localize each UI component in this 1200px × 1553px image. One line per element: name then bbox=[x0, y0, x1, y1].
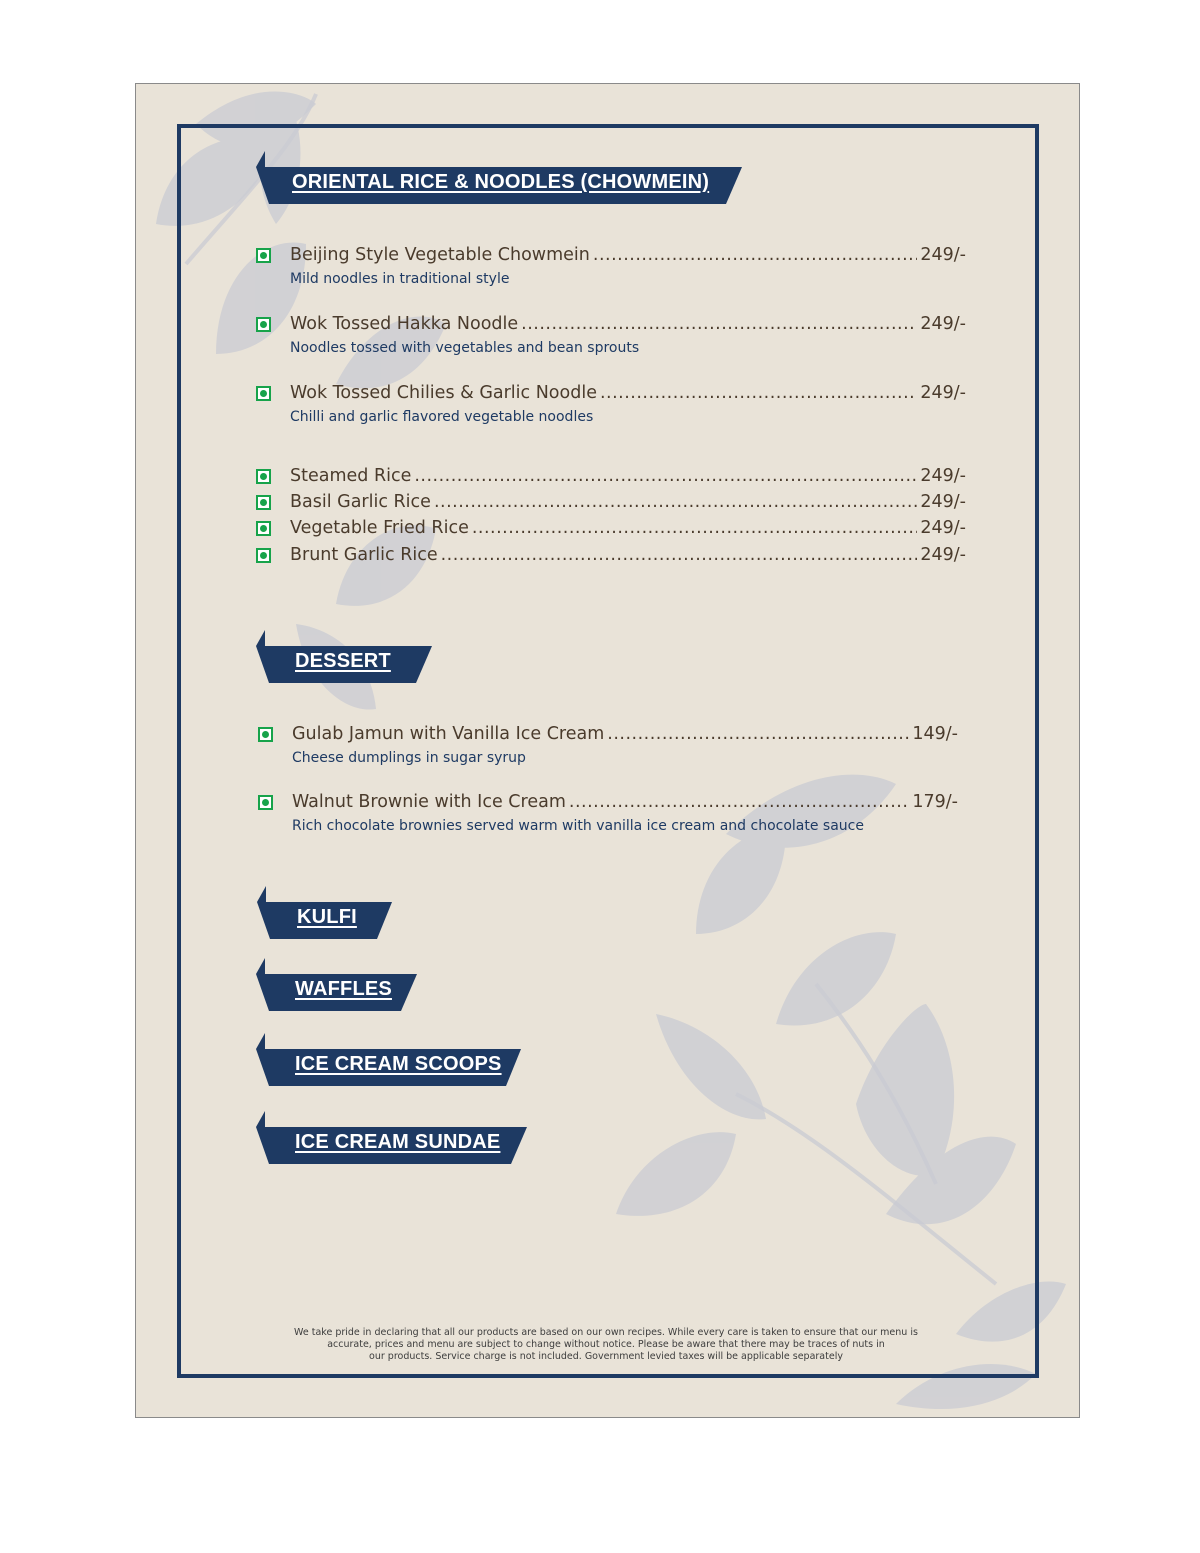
item-price: 249/- bbox=[920, 383, 966, 403]
item-description: Mild noodles in traditional style bbox=[290, 271, 510, 287]
veg-mark-icon bbox=[256, 548, 271, 563]
footer-line: We take pride in declaring that all our products are based on our own recipes. While every care is taken to ensure that our menu is bbox=[294, 1327, 918, 1338]
footer-line: accurate, prices and menu are subject to change without notice. Please be aware that there may be traces of nuts in bbox=[327, 1339, 885, 1350]
item-name: Vegetable Fried Rice bbox=[290, 518, 469, 538]
leader-dots bbox=[472, 518, 918, 538]
item-price: 249/- bbox=[920, 245, 966, 265]
leader-dots bbox=[569, 792, 910, 812]
leader-dots bbox=[593, 245, 917, 265]
veg-mark-icon bbox=[256, 521, 271, 536]
section-banner-kulfi bbox=[257, 886, 397, 942]
menu-page bbox=[135, 83, 1080, 1418]
section-banner-dessert bbox=[256, 630, 436, 686]
item-name: Basil Garlic Rice bbox=[290, 492, 431, 512]
item-name: Brunt Garlic Rice bbox=[290, 545, 438, 565]
section-banner-ice-cream-sundae bbox=[256, 1111, 531, 1167]
section-banner-oriental bbox=[256, 151, 746, 207]
veg-mark-icon bbox=[256, 495, 271, 510]
leader-dots bbox=[414, 466, 917, 486]
footer-disclaimer bbox=[276, 1327, 936, 1363]
item-name: Wok Tossed Chilies & Garlic Noodle bbox=[290, 383, 597, 403]
item-description: Cheese dumplings in sugar syrup bbox=[292, 750, 526, 766]
section-title-ice-cream-sundae: ICE CREAM SUNDAE bbox=[295, 1131, 501, 1153]
item-description: Rich chocolate brownies served warm with vanilla ice cream and chocolate sauce bbox=[292, 818, 864, 834]
leader-dots bbox=[600, 383, 917, 403]
section-banner-waffles bbox=[256, 958, 421, 1014]
item-price: 179/- bbox=[912, 792, 958, 812]
item-price: 249/- bbox=[920, 545, 966, 565]
section-title-dessert: DESSERT bbox=[295, 650, 391, 672]
veg-mark-icon bbox=[256, 317, 271, 332]
section-title-ice-cream-scoops: ICE CREAM SCOOPS bbox=[295, 1053, 502, 1075]
section-title-oriental: ORIENTAL RICE & NOODLES (CHOWMEIN) bbox=[292, 171, 710, 193]
section-banner-ice-cream-scoops bbox=[256, 1033, 526, 1089]
footer-line: our products. Service charge is not included. Government levied taxes will be applicable separately bbox=[369, 1351, 843, 1362]
item-price: 249/- bbox=[920, 466, 966, 486]
item-description: Noodles tossed with vegetables and bean sprouts bbox=[290, 340, 640, 356]
leader-dots bbox=[434, 492, 917, 512]
section-title-kulfi: KULFI bbox=[297, 906, 357, 928]
item-price: 249/- bbox=[920, 314, 966, 334]
item-description: Chilli and garlic flavored vegetable noodles bbox=[290, 409, 594, 425]
veg-mark-icon bbox=[256, 469, 271, 484]
item-name: Beijing Style Vegetable Chowmein bbox=[290, 245, 590, 265]
item-price: 249/- bbox=[920, 492, 966, 512]
veg-mark-icon bbox=[258, 727, 273, 742]
leader-dots bbox=[607, 724, 909, 744]
item-name: Steamed Rice bbox=[290, 466, 412, 486]
item-price: 249/- bbox=[920, 518, 966, 538]
item-name: Walnut Brownie with Ice Cream bbox=[292, 792, 566, 812]
item-name: Gulab Jamun with Vanilla Ice Cream bbox=[292, 724, 605, 744]
veg-mark-icon bbox=[256, 386, 271, 401]
item-price: 149/- bbox=[912, 724, 958, 744]
item-name: Wok Tossed Hakka Noodle bbox=[290, 314, 519, 334]
leader-dots bbox=[441, 545, 918, 565]
veg-mark-icon bbox=[258, 795, 273, 810]
section-title-waffles: WAFFLES bbox=[295, 978, 392, 1000]
leader-dots bbox=[521, 314, 917, 334]
veg-mark-icon bbox=[256, 248, 271, 263]
